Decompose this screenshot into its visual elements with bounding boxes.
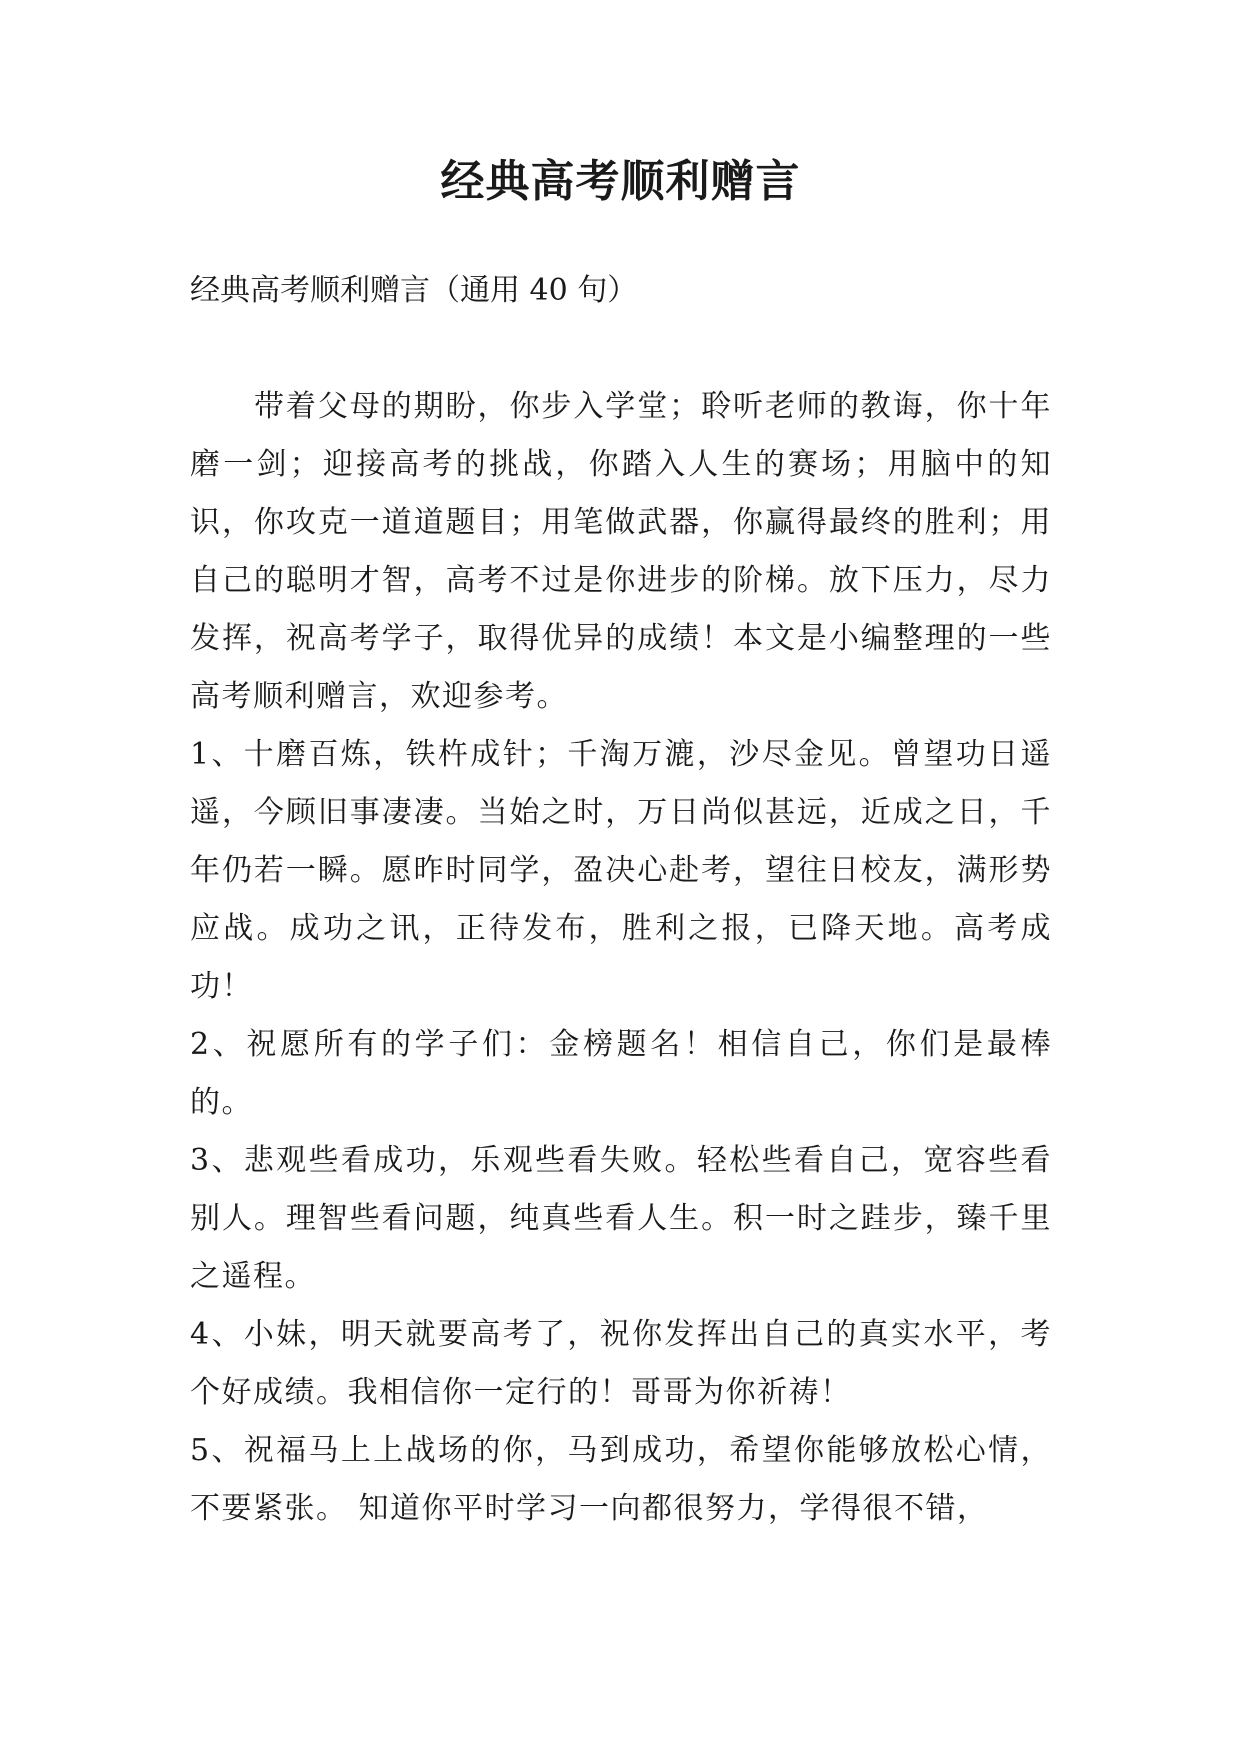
list-item: 4、小妹，明天就要高考了，祝你发挥出自己的真实水平，考个好成绩。我相信你一定行的！哥哥为你祈祷！ xyxy=(190,1317,1052,1410)
list-item: 1、十磨百炼，铁杵成针；千淘万漉，沙尽金见。曾望功日遥遥，今顾旧事凄凄。当始之时，万日尚似甚远，近成之日，千年仍若一瞬。愿昨时同学，盈决心赴考，望往日校友，满形势应战。成功之讯，正待发布，胜利之报，已降天地。高考成功！ xyxy=(190,737,1052,1004)
list-item: 3、悲观些看成功，乐观些看失败。轻松些看自己，宽容些看别人。理智些看问题，纯真些看人生。积一时之跬步，臻千里之遥程。 xyxy=(190,1143,1052,1294)
document-body xyxy=(190,262,1052,1538)
document-subtitle: 经典高考顺利赠言（通用 40 句） xyxy=(190,273,638,308)
document-title: 经典高考顺利赠言 xyxy=(440,156,801,207)
intro-paragraph: 带着父母的期盼，你步入学堂；聆听老师的教诲，你十年磨一剑；迎接高考的挑战，你踏入人生的赛场；用脑中的知识，你攻克一道道题目；用笔做武器，你赢得最终的胜利；用自己的聪明才智，高考不过是你进步的阶梯。放下压力，尽力发挥，祝高考学子，取得优异的成绩！本文是小编整理的一些高考顺利赠言，欢迎参考。 xyxy=(190,389,1052,714)
list-item: 2、祝愿所有的学子们：金榜题名！相信自己，你们是最棒的。 xyxy=(190,1027,1052,1120)
list-item: 5、祝福马上上战场的你，马到成功，希望你能够放松心情，不要紧张。 知道你平时学习一向都很努力，学得很不错， xyxy=(190,1433,1052,1526)
